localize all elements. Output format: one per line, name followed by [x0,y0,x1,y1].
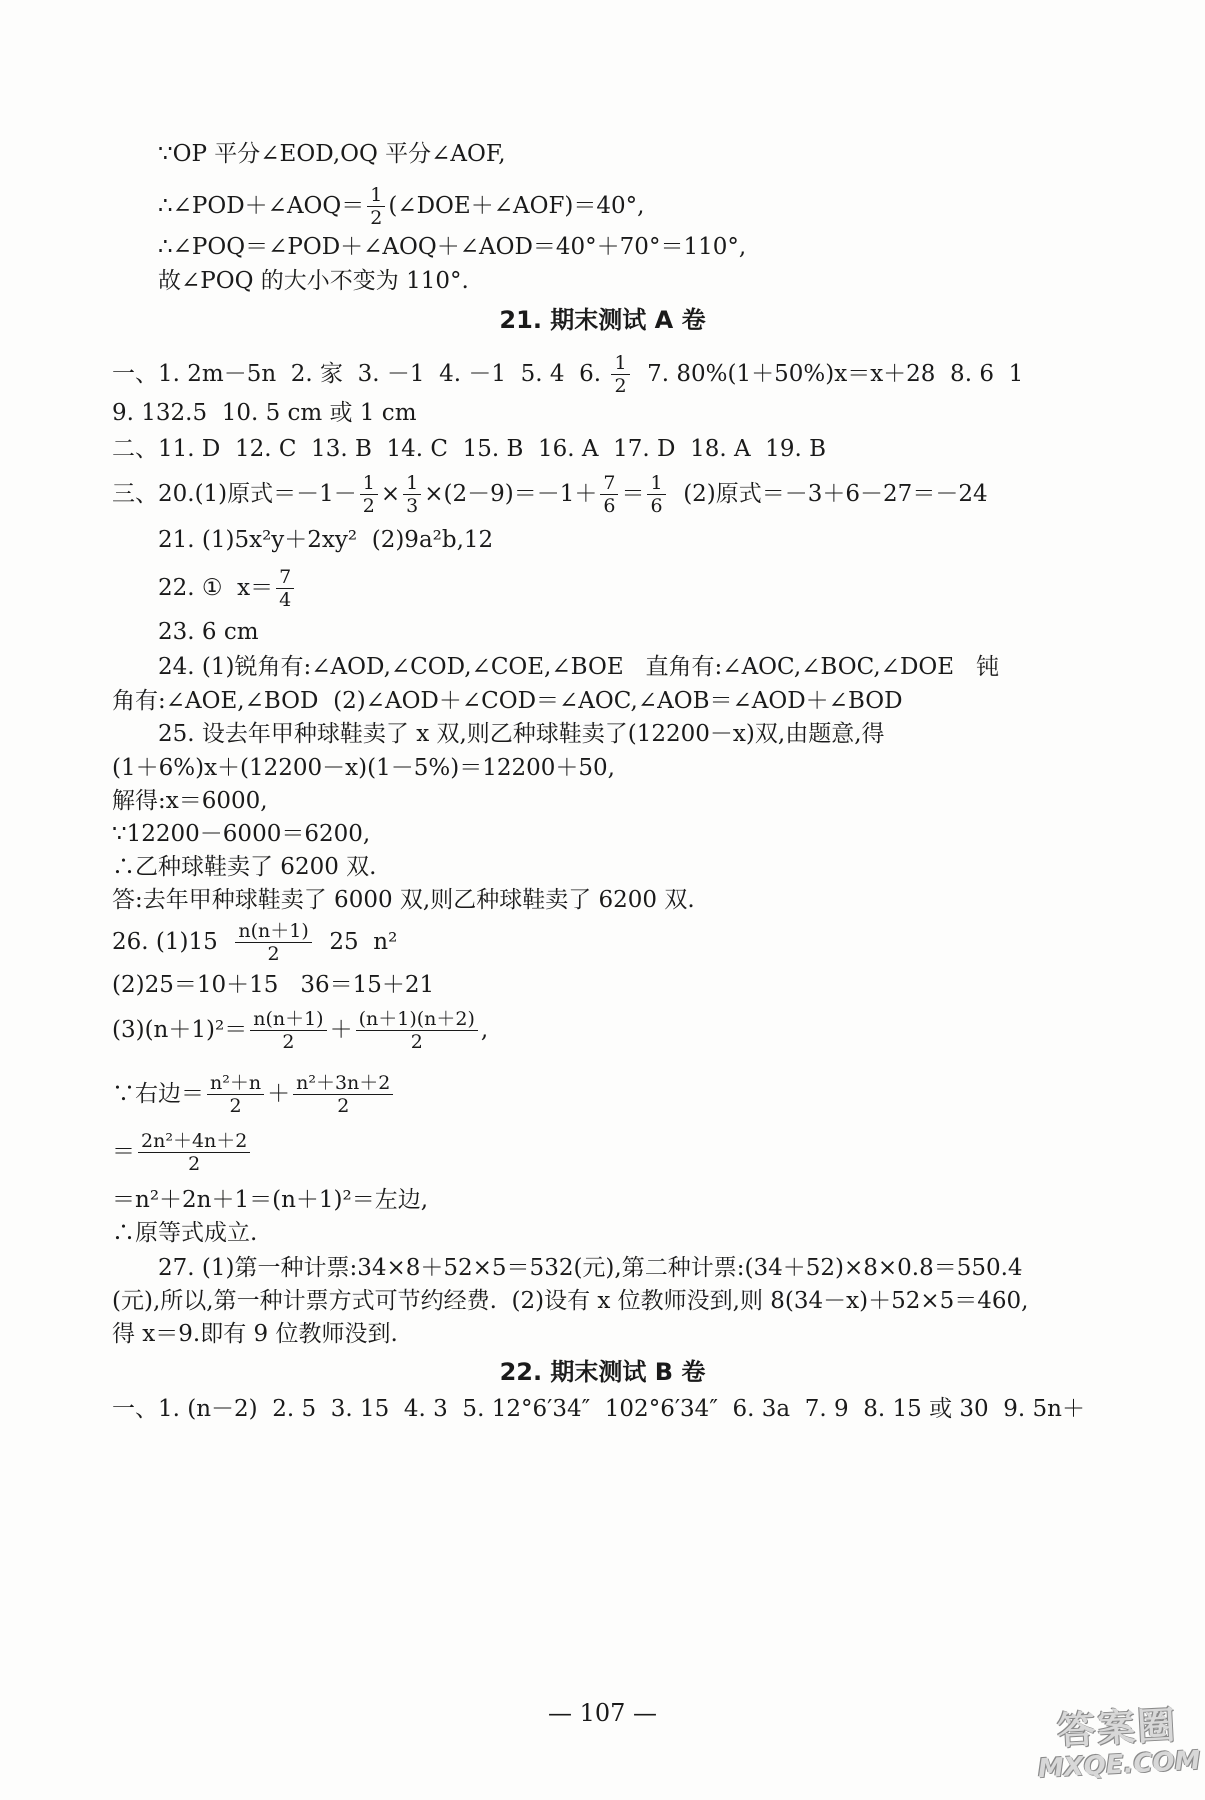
s21-line-6: 22. ① x＝ $\frac{7}{4}$ [158,566,297,610]
s21-line-15: 答:去年甲种球鞋卖了 6000 双,则乙种球鞋卖了 6200 双. [112,887,695,913]
s21-line-23: 27. (1)第一种计票:34×8＋52×5＝532(元),第二种计票:(34＋52)×8×0.8＝550.4 [158,1255,1023,1281]
watermark-text: 答案圈 [1056,1702,1179,1754]
s22-line-1: 一、1. (n－2) 2. 5 3. 15 4. 3 5. 12°6′34″ 102°6′34″ 6. 3a 7. 9 8. 15 或 30 9. 5n＋ [112,1396,1085,1422]
fraction-half: $\frac{1}{2}$ [367,184,385,229]
fraction-third: $\frac{1}{3}$ [403,472,421,517]
s21-line-13: ∵12200－6000＝6200, [112,821,371,847]
section-21-title: 21. 期末测试 A 卷 [499,306,706,334]
fraction-half: $\frac{1}{2}$ [611,352,629,397]
s21-line-7: 23. 6 cm [158,619,259,645]
page-number: — 107 — [547,1699,658,1727]
fraction-triangular: $\frac{n(n+1)}{2}$ [250,1008,326,1053]
s21-line-25: 得 x＝9.即有 9 位教师没到. [112,1321,398,1347]
s21-line-9: 角有:∠AOE,∠BOD (2)∠AOD＋∠COD＝∠AOC,∠AOB＝∠AOD＋∠BOD [112,688,903,714]
s21-line-18: (3)(n＋1)²＝ $\frac{n(n+1)}{2}$ ＋ $\frac{(n+1)(n+2)}{2}$ , [112,1007,489,1053]
s21-line-8: 24. (1)锐角有:∠AOD,∠COD,∠COE,∠BOE 直角有:∠AOC,∠BOC,∠DOE 钝 [158,654,999,680]
proof-line-4: 故∠POQ 的大小不变为 110°. [158,268,469,294]
fraction-seven-sixths: $\frac{7}{6}$ [600,472,618,517]
s21-line-24: (元),所以,第一种计票方式可节约经费. (2)设有 x 位教师没到,则 8(34－x)＋52×5＝460, [112,1288,1029,1314]
watermark-url: MXQE.COM [1037,1745,1202,1785]
proof-line-3: ∴∠POQ＝∠POD＋∠AOQ＋∠AOD＝40°＋70°＝110°, [158,234,747,260]
s21-line-4: 三、20.(1)原式＝－1－ $\frac{1}{2}$ × $\frac{1}{3}$ ×(2－9)＝－1＋ $\frac{7}{6}$ ＝ $\frac{1}{6}$ (2)原式＝－3＋6－27＝－24 [112,471,988,517]
s21-line-22: ∴原等式成立. [112,1220,258,1246]
fraction-right-3: $\frac{\text{2n²＋4n＋2}}{2}$ [138,1130,250,1175]
s21-line-2: 9. 132.5 10. 5 cm 或 1 cm [112,400,417,426]
s21-line-19: ∵右边＝ $\frac{\text{n²＋n}}{2}$ ＋ $\frac{\text{n²＋3n＋2}}{2}$ [112,1072,396,1116]
proof-line-1: ∵OP 平分∠EOD,OQ 平分∠AOF, [158,141,506,167]
s21-line-3: 二、11. D 12. C 13. B 14. C 15. B 16. A 17. D 18. A 19. B [112,436,826,462]
fraction-triangular: $\frac{n(n+1)}{2}$ [235,920,311,965]
s21-line-17: (2)25＝10＋15 36＝15＋21 [112,972,435,998]
section-22-title: 22. 期末测试 B 卷 [499,1358,706,1386]
s21-line-1: 一、1. 2m－5n 2. 家 3. －1 4. －1 5. 4 6. $\frac{1}{2}$ 7. 80%(1＋50%)x＝x＋28 8. 6 1 [112,351,1024,397]
s21-line-11: (1＋6%)x＋(12200－x)(1－5%)＝12200＋50, [112,755,615,781]
fraction-right-1: $\frac{\text{n²＋n}}{2}$ [207,1072,264,1117]
s21-line-5: 21. (1)5x²y＋2xy² (2)9a²b,12 [158,527,494,553]
s21-line-20: ＝ $\frac{\text{2n²＋4n＋2}}{2}$ [112,1130,253,1174]
s21-line-12: 解得:x＝6000, [112,788,268,814]
fraction-half: $\frac{1}{2}$ [360,472,378,517]
fraction-triangular-next: $\frac{(n+1)(n+2)}{2}$ [356,1008,478,1053]
fraction-right-2: $\frac{\text{n²＋3n＋2}}{2}$ [293,1072,393,1117]
s21-line-14: ∴乙种球鞋卖了 6200 双. [112,854,377,880]
proof-line-2: ∴∠POD＋∠AOQ＝ $\frac{1}{2}$ (∠DOE＋∠AOF)＝40°, [158,183,645,229]
fraction-sixth: $\frac{1}{6}$ [647,472,665,517]
fraction-seven-fourths: $\frac{7}{4}$ [276,566,294,611]
watermark-logo [1037,1694,1202,1792]
s21-line-10: 25. 设去年甲种球鞋卖了 x 双,则乙种球鞋卖了(12200－x)双,由题意,得 [158,721,885,747]
s21-line-16: 26. (1)15 $\frac{n(n+1)}{2}$ 25 n² [112,919,398,965]
s21-line-21: ＝n²＋2n＋1＝(n＋1)²＝左边, [112,1187,429,1213]
